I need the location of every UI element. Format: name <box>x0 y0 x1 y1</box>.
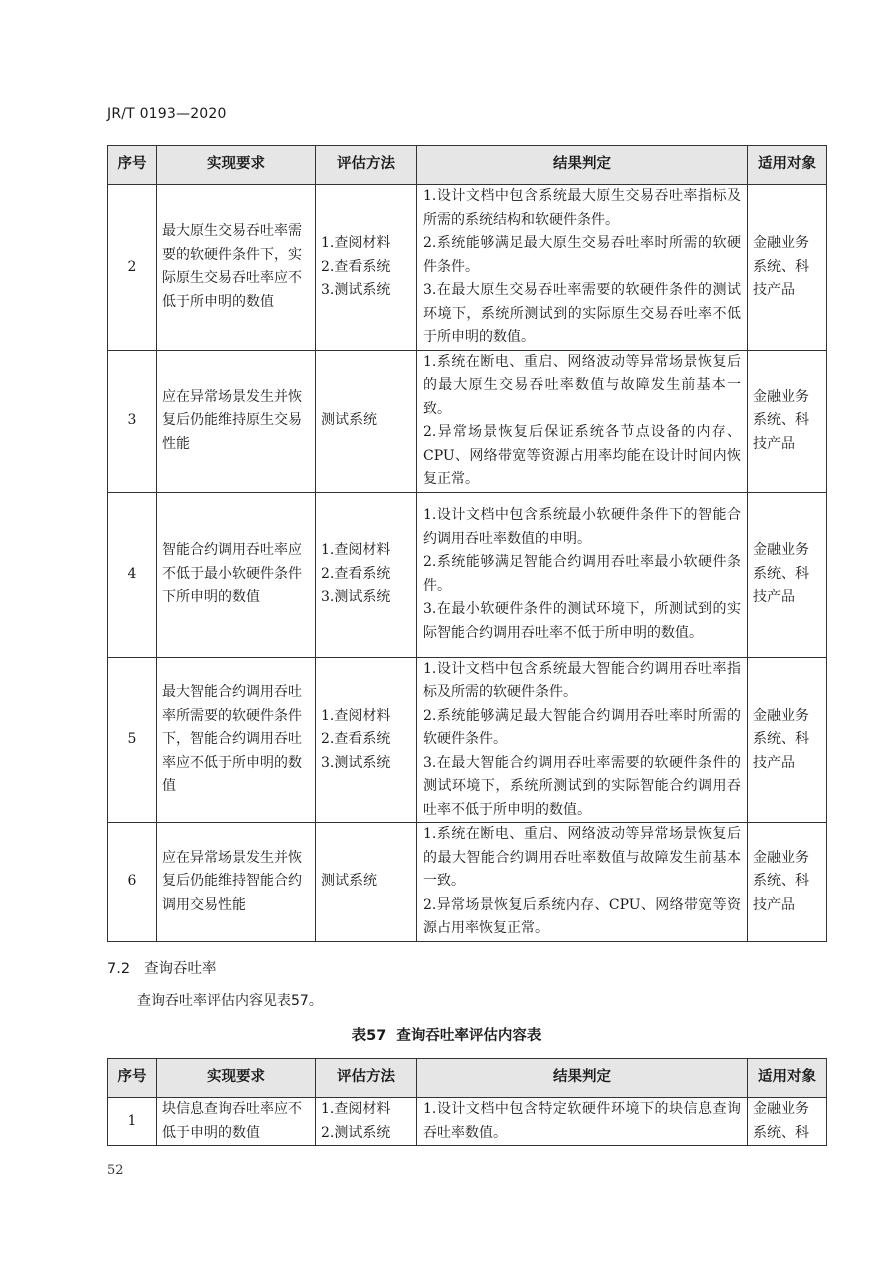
header-target: 适用对象 <box>748 146 827 185</box>
row-requirement: 应在异常场景发生并恢复后仍能维持智能合约调用交易性能 <box>157 823 316 942</box>
row-method: 1.查阅材料 2.查看系统 3.测试系统 <box>316 492 417 657</box>
row-method: 测试系统 <box>316 823 417 942</box>
document-code: JR/T 0193—2020 <box>107 106 227 122</box>
row-no: 6 <box>108 823 157 942</box>
row-target: 金融业务系统、科技产品 <box>748 185 827 351</box>
row-result: 1.设计文档中包含系统最小软硬件条件下的智能合约调用吞吐率数值的申明。 2.系统能够满足智能合约调用吞吐率最小软硬件条件。 3.在最小软硬件条件的测试环境下，所测试到的实际智能合约调用吞吐率不低于所申明的数值。 <box>417 492 748 657</box>
row-requirement: 应在异常场景发生并恢复后仍能维持原生交易性能 <box>157 350 316 492</box>
row-result: 1.设计文档中包含特定软硬件环境下的块信息查询吞吐率数值。 <box>417 1098 748 1146</box>
table-row <box>108 657 827 823</box>
page-number: 52 <box>107 1163 124 1178</box>
header-target: 适用对象 <box>748 1059 827 1098</box>
table-header-row <box>108 146 827 185</box>
caption-number: 表57 <box>351 1028 387 1044</box>
table-row <box>108 1098 827 1146</box>
row-requirement: 最大原生交易吞吐率需要的软硬件条件下，实际原生交易吞吐率应不低于所申明的数值 <box>157 185 316 351</box>
table-row <box>108 185 827 351</box>
row-target: 金融业务系统、科 <box>748 1098 827 1146</box>
header-requirement: 实现要求 <box>157 146 316 185</box>
row-result: 1.系统在断电、重启、网络波动等异常场景恢复后的最大原生交易吞吐率数值与故障发生前基本一致。 2.异常场景恢复后保证系统各节点设备的内存、CPU、网络带宽等资源占用率均能在设计时间内恢复正常。 <box>417 350 748 492</box>
header-result: 结果判定 <box>417 1059 748 1098</box>
row-no: 4 <box>108 492 157 657</box>
section-heading <box>107 957 217 978</box>
header-no: 序号 <box>108 146 157 185</box>
row-result: 1.设计文档中包含系统最大智能合约调用吞吐率指标及所需的软硬件条件。 2.系统能够满足最大智能合约调用吞吐率时所需的软硬件条件。 3.在最大智能合约调用吞吐率需要的软硬件条件的测试环境下，系统所测试到的实际智能合约调用吞吐率不低于所申明的数值。 <box>417 657 748 823</box>
row-no: 5 <box>108 657 157 823</box>
row-method: 1.查阅材料 2.查看系统 3.测试系统 <box>316 185 417 351</box>
row-requirement: 块信息查询吞吐率应不低于申明的数值 <box>157 1098 316 1146</box>
row-no: 3 <box>108 350 157 492</box>
requirements-table <box>107 145 827 942</box>
header-no: 序号 <box>108 1059 157 1098</box>
row-no: 1 <box>108 1098 157 1146</box>
query-throughput-table <box>107 1058 827 1146</box>
row-target: 金融业务系统、科技产品 <box>748 350 827 492</box>
header-result: 结果判定 <box>417 146 748 185</box>
row-no: 2 <box>108 185 157 351</box>
table-row <box>108 823 827 942</box>
row-requirement: 最大智能合约调用吞吐率所需要的软硬件条件下，智能合约调用吞吐率应不低于所申明的数值 <box>157 657 316 823</box>
header-method: 评估方法 <box>316 1059 417 1098</box>
row-method: 1.查阅材料 2.查看系统 3.测试系统 <box>316 657 417 823</box>
caption-title: 查询吞吐率评估内容表 <box>396 1028 542 1044</box>
section-number: 7.2 <box>107 961 131 977</box>
row-target: 金融业务系统、科技产品 <box>748 492 827 657</box>
header-method: 评估方法 <box>316 146 417 185</box>
table-row <box>108 492 827 657</box>
row-method: 测试系统 <box>316 350 417 492</box>
row-method: 1.查阅材料 2.测试系统 <box>316 1098 417 1146</box>
row-target: 金融业务系统、科技产品 <box>748 657 827 823</box>
row-requirement: 智能合约调用吞吐率应不低于最小软硬件条件下所申明的数值 <box>157 492 316 657</box>
row-result: 1.设计文档中包含系统最大原生交易吞吐率指标及所需的系统结构和软硬件条件。 2.系统能够满足最大原生交易吞吐率时所需的软硬件条件。 3.在最大原生交易吞吐率需要的软硬件条件的测试环境下，系统所测试到的实际原生交易吞吐率不低于所申明的数值。 <box>417 185 748 351</box>
table-header-row <box>108 1059 827 1098</box>
header-requirement: 实现要求 <box>157 1059 316 1098</box>
section-title: 查询吞吐率 <box>144 961 217 977</box>
table-row <box>108 350 827 492</box>
table-caption <box>0 1024 893 1045</box>
intro-paragraph: 查询吞吐率评估内容见表57。 <box>137 993 323 1009</box>
row-result: 1.系统在断电、重启、网络波动等异常场景恢复后的最大智能合约调用吞吐率数值与故障发生前基本一致。 2.异常场景恢复后系统内存、CPU、网络带宽等资源占用率恢复正常。 <box>417 823 748 942</box>
row-target: 金融业务系统、科技产品 <box>748 823 827 942</box>
